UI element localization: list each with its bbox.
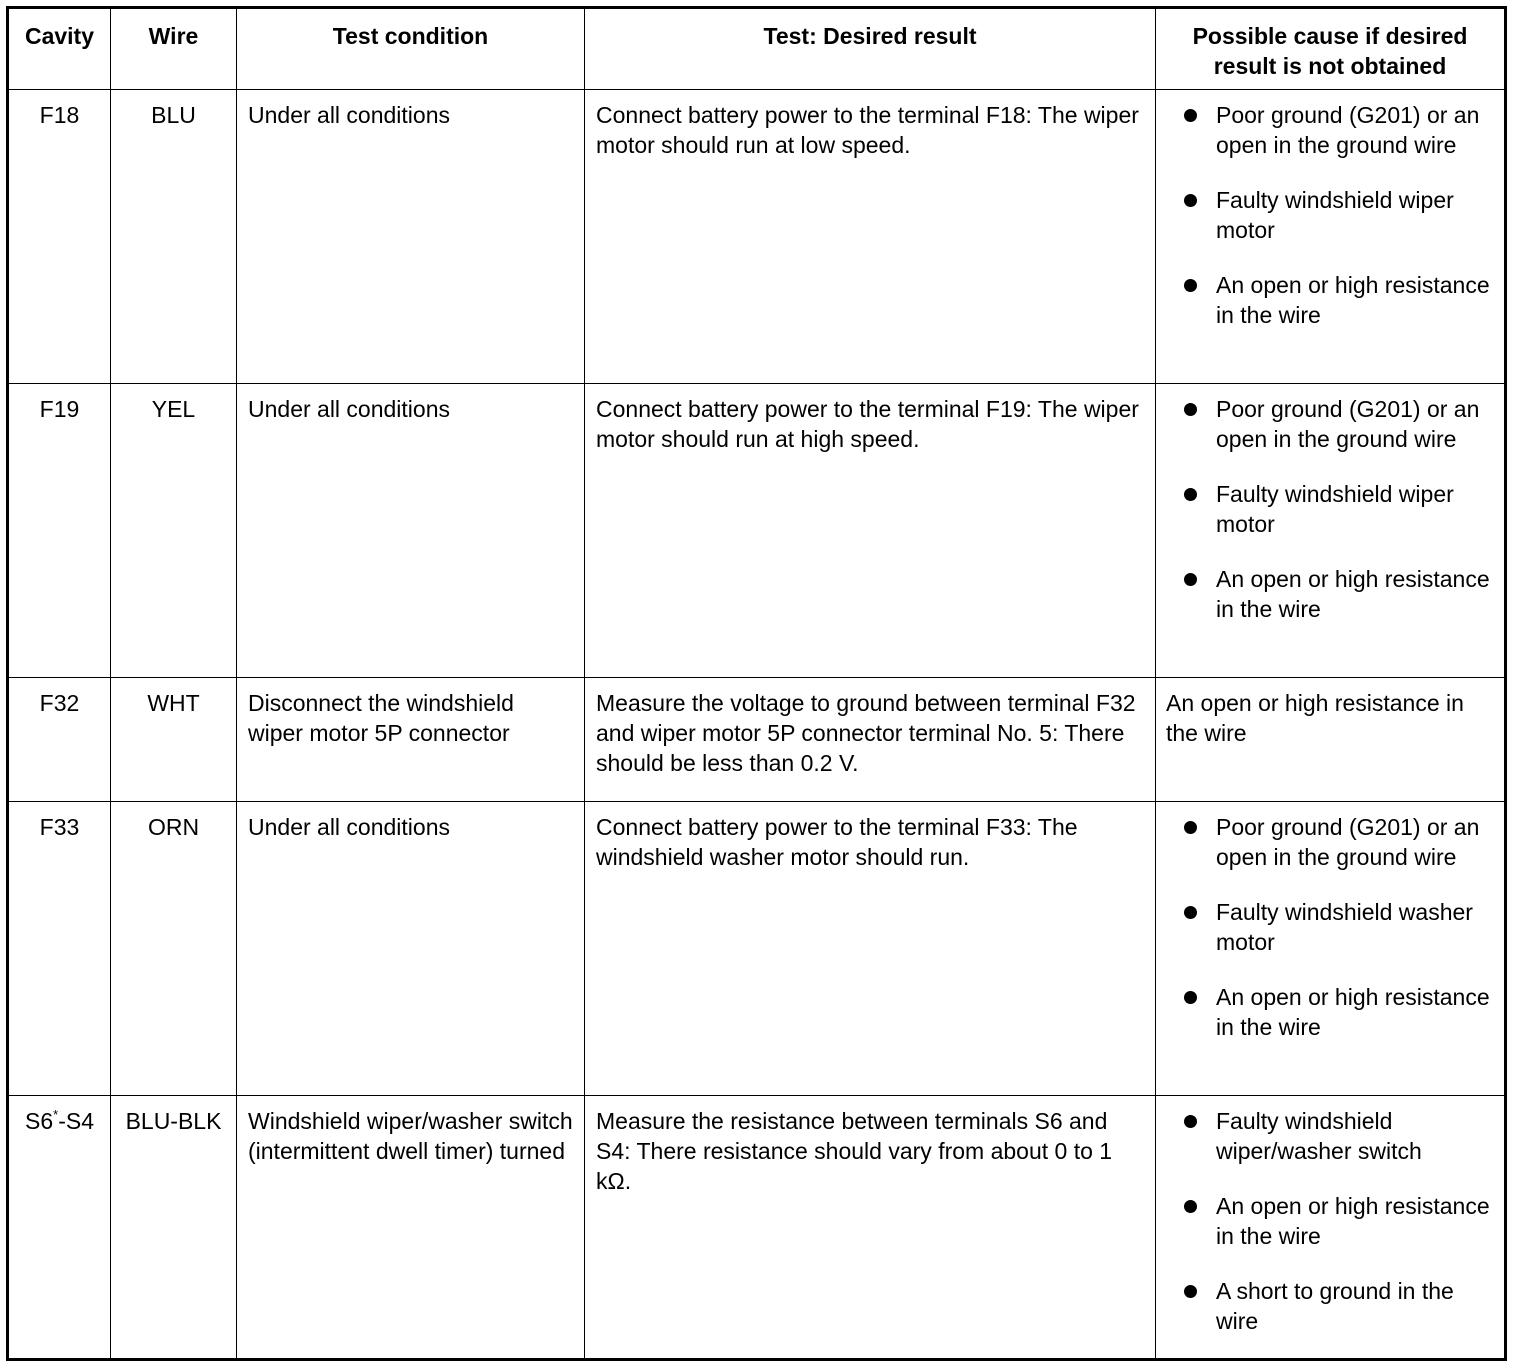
cavity-footnote-mark: * <box>53 1107 59 1122</box>
bullet-icon <box>1184 403 1197 416</box>
cause-cell <box>1156 384 1506 678</box>
cause-cell <box>1156 802 1506 1096</box>
cause-list <box>1156 384 1504 624</box>
cause-text: Poor ground (G201) or an open in the ground wire <box>1216 814 1480 870</box>
cause-text: Faulty windshield wiper/washer switch <box>1216 1108 1422 1164</box>
bullet-icon <box>1184 279 1197 292</box>
cause-text: Faulty windshield wiper motor <box>1216 187 1454 243</box>
cause-list <box>1156 802 1504 1042</box>
condition-cell: Under all conditions <box>237 384 585 678</box>
result-cell: Connect battery power to the terminal F33: The windshield washer motor should run. <box>585 802 1156 1096</box>
bullet-icon <box>1184 109 1197 122</box>
cause-text: An open or high resistance in the wire <box>1216 984 1490 1040</box>
cause-item <box>1183 479 1498 539</box>
condition-cell: Under all conditions <box>237 90 585 384</box>
cause-text: An open or high resistance in the wire <box>1216 1193 1490 1249</box>
cavity-main: S6 <box>25 1108 54 1134</box>
cause-list <box>1156 1096 1504 1336</box>
bullet-icon <box>1184 906 1197 919</box>
header-row <box>8 8 1506 90</box>
wire-cell: WHT <box>111 678 237 802</box>
condition-cell: Under all conditions <box>237 802 585 1096</box>
header-test-condition: Test condition <box>237 8 585 90</box>
cavity-cell <box>8 1096 111 1360</box>
result-cell: Connect battery power to the terminal F18: The wiper motor should run at low speed. <box>585 90 1156 384</box>
cause-text: Poor ground (G201) or an open in the ground wire <box>1216 102 1480 158</box>
cause-text: A short to ground in the wire <box>1216 1278 1454 1334</box>
cavity-cell: F32 <box>8 678 111 802</box>
condition-cell: Windshield wiper/washer switch (intermittent dwell timer) turned <box>237 1096 585 1360</box>
cause-item <box>1183 897 1498 957</box>
bullet-icon <box>1184 488 1197 501</box>
cause-cell <box>1156 1096 1506 1360</box>
table-row <box>8 802 1506 1096</box>
cavity-cell: F18 <box>8 90 111 384</box>
bullet-icon <box>1184 1200 1197 1213</box>
bullet-icon <box>1184 821 1197 834</box>
table-row <box>8 384 1506 678</box>
cause-item <box>1183 100 1498 160</box>
bullet-icon <box>1184 194 1197 207</box>
cause-text: Faulty windshield wiper motor <box>1216 481 1454 537</box>
cause-cell: An open or high resistance in the wire <box>1156 678 1506 802</box>
header-desired-result: Test: Desired result <box>585 8 1156 90</box>
wire-cell: BLU-BLK <box>111 1096 237 1360</box>
cause-list <box>1156 90 1504 330</box>
wire-cell: ORN <box>111 802 237 1096</box>
wire-cell: BLU <box>111 90 237 384</box>
bullet-icon <box>1184 1285 1197 1298</box>
table-row <box>8 1096 1506 1360</box>
cause-item <box>1183 1106 1498 1166</box>
table-row <box>8 678 1506 802</box>
cause-item <box>1183 982 1498 1042</box>
cause-item <box>1183 564 1498 624</box>
cause-item <box>1183 185 1498 245</box>
result-cell: Measure the resistance between terminals S6 and S4: There resistance should vary from about 0 to 1 kΩ. <box>585 1096 1156 1360</box>
result-cell: Measure the voltage to ground between terminal F32 and wiper motor 5P connector terminal No. 5: There should be less than 0.2 V. <box>585 678 1156 802</box>
cause-text: Faulty windshield washer motor <box>1216 899 1473 955</box>
cavity-tail: -S4 <box>58 1108 94 1134</box>
bullet-icon <box>1184 991 1197 1004</box>
wire-cell: YEL <box>111 384 237 678</box>
cause-cell <box>1156 90 1506 384</box>
header-wire: Wire <box>111 8 237 90</box>
condition-cell: Disconnect the windshield wiper motor 5P connector <box>237 678 585 802</box>
cause-item <box>1183 270 1498 330</box>
bullet-icon <box>1184 573 1197 586</box>
cause-text: An open or high resistance in the wire <box>1216 272 1490 328</box>
table-row <box>8 90 1506 384</box>
cavity-cell: F33 <box>8 802 111 1096</box>
cause-item <box>1183 394 1498 454</box>
cause-text: Poor ground (G201) or an open in the ground wire <box>1216 396 1480 452</box>
cause-item <box>1183 812 1498 872</box>
cause-item <box>1183 1191 1498 1251</box>
bullet-icon <box>1184 1115 1197 1128</box>
header-cavity: Cavity <box>8 8 111 90</box>
diagnostic-table <box>6 6 1507 1361</box>
cavity-cell: F19 <box>8 384 111 678</box>
cause-item <box>1183 1276 1498 1336</box>
cause-text: An open or high resistance in the wire <box>1216 566 1490 622</box>
result-cell: Connect battery power to the terminal F19: The wiper motor should run at high speed. <box>585 384 1156 678</box>
header-possible-cause: Possible cause if desired result is not obtained <box>1156 8 1506 90</box>
